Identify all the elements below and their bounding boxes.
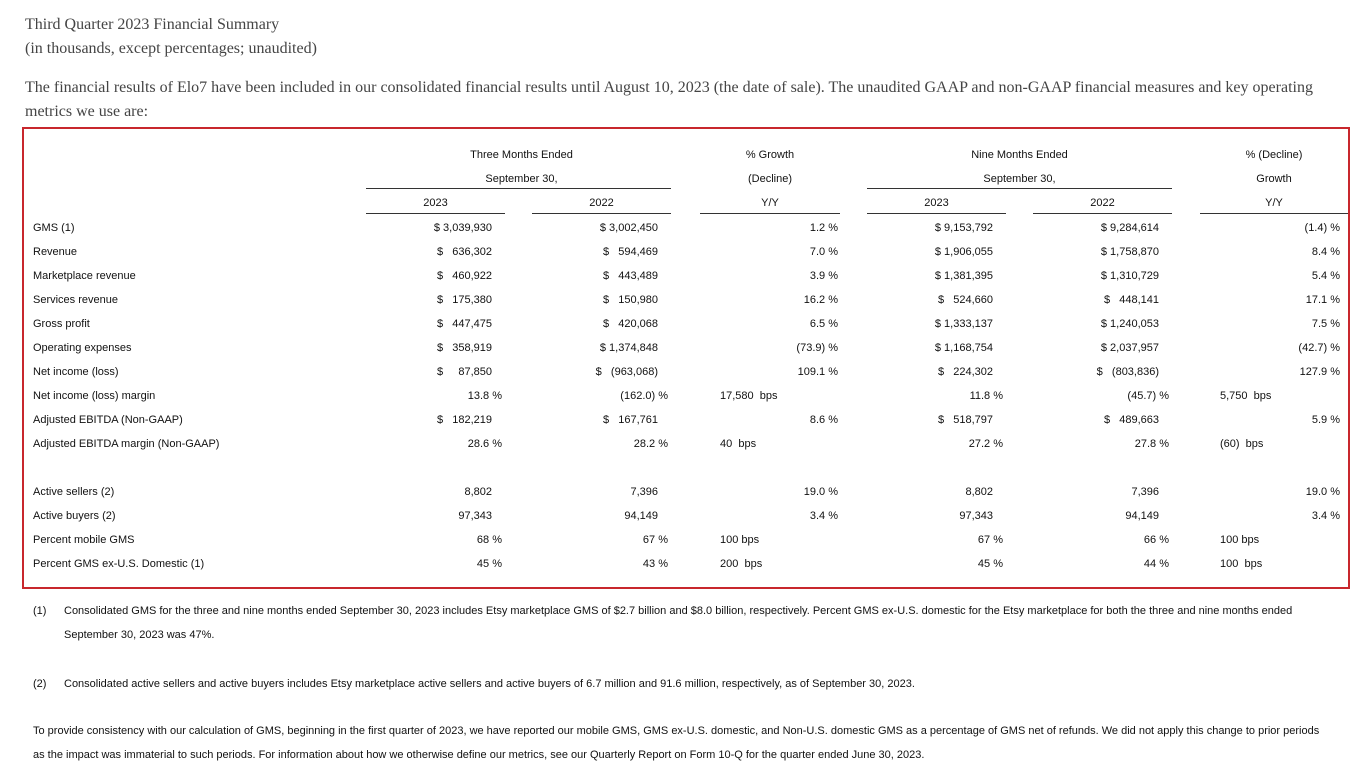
closing-note: To provide consistency with our calculation of GMS, beginning in the first quarter of 2023, we have reported our mobile GMS, GMS ex-U.S. domestic, and Non-U.S. domestic GMS as a percentage of GMS net of refunds. We did not apply this change to prior periods as the impact was immaterial to such periods. For information about how we otherwise define our metrics, see our Quarterly Report on Form 10-Q for the quarter ended June 30, 2023. xyxy=(33,725,1320,761)
table-cell: 45 % xyxy=(476,558,502,570)
col-rule xyxy=(1200,213,1348,214)
header-nine-months-line2: September 30, xyxy=(983,173,1056,185)
row-label: Active sellers (2) xyxy=(33,486,115,498)
row-label: Adjusted EBITDA margin (Non-GAAP) xyxy=(33,438,220,450)
col-rule xyxy=(867,213,1006,214)
row-label: GMS (1) xyxy=(33,222,75,234)
table-cell: 5.4 % xyxy=(1311,270,1340,282)
table-cell: 109.1 % xyxy=(797,366,838,378)
row-label: Gross profit xyxy=(33,318,90,330)
table-cell: 8,802 xyxy=(965,486,993,498)
table-cell: $ 3,002,450 xyxy=(599,222,658,234)
table-cell: 8,802 xyxy=(464,486,492,498)
table-cell: (42.7) % xyxy=(1298,342,1340,354)
table-cell: 8.6 % xyxy=(809,414,838,426)
col-rule xyxy=(532,213,671,214)
header-nine-months-line1: Nine Months Ended xyxy=(971,149,1068,161)
table-cell: 16.2 % xyxy=(803,294,838,306)
row-label: Operating expenses xyxy=(33,342,132,354)
table-cell: 3.4 % xyxy=(1311,510,1340,522)
table-cell: $ 460,922 xyxy=(436,270,492,282)
table-cell: $ 1,333,137 xyxy=(934,318,993,330)
table-cell: $ 1,381,395 xyxy=(934,270,993,282)
table-cell: 17.1 % xyxy=(1305,294,1340,306)
table-cell: 1.2 % xyxy=(809,222,838,234)
table-cell: $ 150,980 xyxy=(602,294,658,306)
table-cell: 17,580 bps xyxy=(720,390,778,402)
table-cell: (60) bps xyxy=(1220,438,1264,450)
table-cell: 67 % xyxy=(642,534,668,546)
table-cell: 28.2 % xyxy=(633,438,668,450)
table-cell: 8.4 % xyxy=(1311,246,1340,258)
table-cell: $ 1,758,870 xyxy=(1100,246,1159,258)
table-cell: (162.0) % xyxy=(620,390,668,402)
table-cell: 45 % xyxy=(977,558,1003,570)
header-rule-three-months xyxy=(366,188,671,189)
table-cell: 3.4 % xyxy=(809,510,838,522)
table-cell: $ 1,240,053 xyxy=(1100,318,1159,330)
row-label: Revenue xyxy=(33,246,78,258)
table-cell: $ 443,489 xyxy=(602,270,658,282)
table-cell: $ 1,168,754 xyxy=(934,342,993,354)
table-cell: 94,149 xyxy=(624,510,658,522)
table-cell: 44 % xyxy=(1143,558,1169,570)
table-cell: 127.9 % xyxy=(1299,366,1340,378)
header-three-months-line1: Three Months Ended xyxy=(470,149,573,161)
table-cell: 19.0 % xyxy=(803,486,838,498)
table-cell: $ 1,374,848 xyxy=(599,342,658,354)
row-label: Active buyers (2) xyxy=(33,510,116,522)
footnote-text: Consolidated active sellers and active buyers includes Etsy marketplace active sellers and active buyers of 6.7 million and 91.6 million, respectively, as of September 30, 2023. xyxy=(64,678,915,690)
col-rule xyxy=(700,213,840,214)
table-cell: 7.5 % xyxy=(1311,318,1340,330)
table-cell: $ 524,660 xyxy=(937,294,993,306)
row-label: Marketplace revenue xyxy=(33,270,136,282)
table-cell: $ 420,068 xyxy=(602,318,658,330)
table-cell: $ 518,797 xyxy=(937,414,993,426)
table-cell: $ 1,310,729 xyxy=(1100,270,1159,282)
table-cell: 27.8 % xyxy=(1134,438,1169,450)
table-cell: $ 447,475 xyxy=(436,318,492,330)
col-header-q2023: 2023 xyxy=(423,197,448,209)
intro-paragraph: The financial results of Elo7 have been included in our consolidated financial results until August 10, 2023 (the date of sale). The unaudited GAAP and non-GAAP financial measures and key operating metrics we use are: xyxy=(25,79,1313,120)
table-cell: $ 1,906,055 xyxy=(934,246,993,258)
header-growth-line1: % Growth xyxy=(745,149,795,161)
footnote-text: Consolidated GMS for the three and nine months ended September 30, 2023 includes Etsy marketplace GMS of $2.7 billion and $8.0 billion, respectively. Percent GMS ex-U.S. domestic for the Etsy marketplace for both the three and nine months ended September 30, 2023 was 47%. xyxy=(64,605,1293,641)
col-rule xyxy=(1033,213,1172,214)
table-cell: 27.2 % xyxy=(968,438,1003,450)
page-title: Third Quarter 2023 Financial Summary xyxy=(25,16,280,33)
table-cell: $ 489,663 xyxy=(1103,414,1159,426)
footnote-mark: (2) xyxy=(33,678,47,690)
col-header-n2022: 2022 xyxy=(1090,197,1115,209)
table-cell: 11.8 % xyxy=(969,390,1003,402)
table-cell: 66 % xyxy=(1143,534,1169,546)
footnote-mark: (1) xyxy=(33,605,47,617)
table-cell: 68 % xyxy=(476,534,502,546)
row-label: Percent GMS ex-U.S. Domestic (1) xyxy=(33,558,205,570)
table-cell: $ 9,284,614 xyxy=(1100,222,1159,234)
row-label: Percent mobile GMS xyxy=(33,534,135,546)
table-cell: 13.8 % xyxy=(467,390,502,402)
table-cell: 7,396 xyxy=(1131,486,1159,498)
header-three-months-line2: September 30, xyxy=(485,173,558,185)
table-cell: $ 448,141 xyxy=(1103,294,1159,306)
table-cell: (45.7) % xyxy=(1127,390,1169,402)
table-cell: 100 bps xyxy=(720,534,760,546)
table-cell: $ 2,037,957 xyxy=(1100,342,1159,354)
table-cell: 7,396 xyxy=(630,486,658,498)
table-cell: $ (963,068) xyxy=(595,366,658,378)
row-label: Services revenue xyxy=(33,294,118,306)
table-cell: $ 9,153,792 xyxy=(934,222,993,234)
page-subtitle: (in thousands, except percentages; unaudited) xyxy=(25,40,317,57)
header-growth-line2: (Decline) xyxy=(747,173,792,185)
table-cell: $ 358,919 xyxy=(436,342,492,354)
col-rule xyxy=(366,213,505,214)
table-cell: $ 87,850 xyxy=(436,366,492,378)
table-cell: 3.9 % xyxy=(809,270,838,282)
col-header-q2022: 2022 xyxy=(589,197,614,209)
table-cell: 94,149 xyxy=(1125,510,1159,522)
header-decline-line1: % (Decline) xyxy=(1245,149,1303,161)
table-cell: 40 bps xyxy=(720,438,757,450)
table-cell: (73.9) % xyxy=(796,342,838,354)
table-cell: 19.0 % xyxy=(1305,486,1340,498)
col-header-yy1: Y/Y xyxy=(761,197,779,209)
table-cell: $ 636,302 xyxy=(436,246,492,258)
row-label: Net income (loss) margin xyxy=(33,390,156,402)
table-cell: 5.9 % xyxy=(1311,414,1340,426)
table-cell: $ 3,039,930 xyxy=(433,222,492,234)
table-cell: 5,750 bps xyxy=(1220,390,1272,402)
table-cell: 43 % xyxy=(642,558,668,570)
table-cell: 6.5 % xyxy=(809,318,838,330)
col-header-yy2: Y/Y xyxy=(1265,197,1283,209)
financial-summary-table-box xyxy=(22,127,1350,589)
row-label: Adjusted EBITDA (Non-GAAP) xyxy=(33,414,183,426)
table-cell: 100 bps xyxy=(1220,534,1260,546)
header-rule-nine-months xyxy=(867,188,1172,189)
table-cell: 97,343 xyxy=(458,510,492,522)
header-decline-line2: Growth xyxy=(1256,173,1292,185)
table-cell: $ 175,380 xyxy=(436,294,492,306)
financial-summary-table xyxy=(24,129,1348,587)
table-cell: 67 % xyxy=(977,534,1003,546)
table-cell: (1.4) % xyxy=(1304,222,1340,234)
table-cell: $ (803,836) xyxy=(1096,366,1159,378)
table-cell: 100 bps xyxy=(1220,558,1263,570)
table-cell: 7.0 % xyxy=(809,246,838,258)
col-header-n2023: 2023 xyxy=(924,197,949,209)
table-cell: $ 594,469 xyxy=(602,246,658,258)
row-label: Net income (loss) xyxy=(33,366,119,378)
table-cell: 200 bps xyxy=(720,558,763,570)
table-cell: 28.6 % xyxy=(467,438,502,450)
table-cell: $ 167,761 xyxy=(602,414,658,426)
table-cell: $ 182,219 xyxy=(436,414,492,426)
table-cell: 97,343 xyxy=(959,510,993,522)
table-cell: $ 224,302 xyxy=(937,366,993,378)
